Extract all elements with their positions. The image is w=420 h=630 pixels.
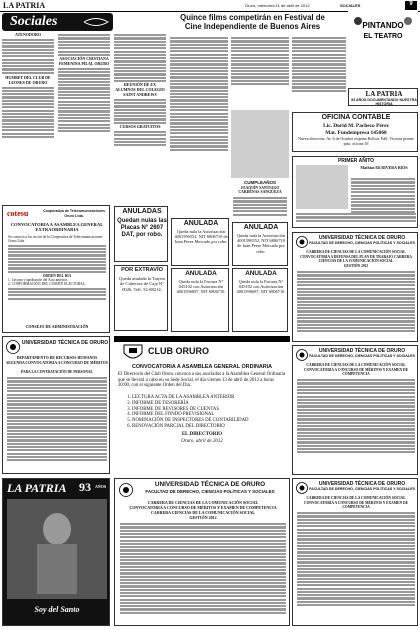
uto-left-dept: DEPARTAMENTO DE RECURSOS HUMANOS	[16, 356, 98, 360]
la-patria-93-brand: LA PATRIA	[365, 90, 403, 98]
page-number: 9	[405, 1, 417, 10]
cotesu-item-2: 2. CONFORMACIÓN DEL COMITÉ ELECTORAL.	[8, 282, 86, 287]
uto-mid-heading: CONVOCATORIA A DEFENSA DEL PLAN DE TRABAJO CARRERA CIENCIAS DE LA COMUNICACIÓN SOCIAL	[300, 255, 412, 264]
anuladas-placas	[114, 206, 168, 262]
club-oruro-notice	[114, 364, 290, 474]
ad-number: 93	[79, 480, 91, 494]
ad-photo	[7, 499, 107, 599]
la-patria-93-banner	[348, 88, 418, 106]
cotesu-title-1: Cooperativa de Telecomunicaciones	[42, 209, 106, 213]
university-seal-icon	[296, 236, 308, 248]
header-date: Oruro, miércoles 11 de abril de 2012	[245, 3, 310, 8]
baby-photo	[296, 165, 348, 209]
pintando-teatro-logo	[348, 11, 418, 49]
agenda-item: 2. INFORME DE TESORERÍA	[132, 401, 290, 407]
club-signature: EL DIRECTORIO	[181, 432, 223, 437]
heading-asociacion: ASOCIACIÓN CRISTIANA FEMENINA PILAL ORURO	[58, 56, 110, 66]
cotesu-heading: CONVOCATORIA A ASAMBLEA GENERAL EXTRAORDINARIA	[10, 222, 104, 233]
header-section: SOCIALES	[340, 3, 361, 8]
uto-rrhh-notice	[2, 336, 110, 474]
uto-br-body	[297, 511, 415, 607]
factura-title: ANULADA	[185, 270, 217, 277]
uto-mid-year: GESTIÓN 2012	[343, 264, 369, 268]
la-patria-93-line: 93 AÑOS DOCUMENTANDO NUESTRA HISTORIA	[351, 98, 417, 106]
club-oruro-name: CLUB ORURO	[148, 346, 209, 356]
cotesu-footer: CONSEJO DE ADMINISTRACIÓN	[25, 324, 89, 329]
anulada-2-text: Queda nula la Autorización 4001596552, NIT 6806710 de Juan Perez Mercado por robo.	[236, 233, 286, 254]
headline-line-2: Cine Independiente de Buenos Aires	[184, 22, 321, 31]
agenda-item: 3. INFORME DE REVISORES DE CUENTAS	[132, 407, 290, 413]
saint-figure-icon	[7, 499, 107, 599]
agenda-item: 5. NOMINACIÓN DE INSPECTORES DE CONTABILIDAD	[132, 418, 290, 424]
cotesu-line-1: Se convoca a los socios de la Cooperativa de Telecomunicaciones Oruro Ltda.	[8, 235, 103, 244]
cotesu-logo: cotesu	[7, 209, 29, 218]
column-4-text	[170, 36, 228, 216]
anulada-text: Queda nula la Autorización 4001596552, NIT 6806710 de Juan Perez Mercado por robo.	[174, 229, 228, 245]
column-1-text	[2, 33, 54, 203]
primer-anito-name: Mathías Elí RIVERA RIOS	[360, 165, 408, 170]
university-seal-icon	[119, 483, 133, 497]
la-patria-93-ad	[2, 478, 110, 626]
factura-2-title: ANULADA	[245, 270, 277, 277]
column-6-text	[292, 36, 346, 116]
uto-left-heading: SEGUNDA CONVOCATORIA A CONCURSO DE MÉRITOS	[6, 361, 108, 365]
cotesu-orden: ORDEN DEL DIA	[42, 274, 72, 279]
agenda-item: 6. RENOVACIÓN PARCIAL DEL DIRECTORIO	[132, 424, 290, 430]
uto-br-career: CARRERA DE CIENCIAS DE LA COMUNICACIÓN SOCIAL	[306, 496, 406, 500]
theatre-mask-icon	[348, 11, 418, 49]
uto-bottom-body	[120, 522, 286, 615]
heading-cursos: CURSOS GRATUITOS	[119, 124, 161, 130]
primer-anito-box	[292, 156, 418, 228]
anulada-2-title: ANULADA	[243, 224, 279, 231]
column-2-text	[58, 33, 110, 203]
oficina-contable-ad	[292, 112, 418, 152]
factura-text: Queda nula la Factura N° 045102 con Autorización 4001596697, NIT 6806710.	[176, 279, 226, 295]
uto-bottom-faculty: FACULTAD DE DERECHO, CIENCIAS POLÍTICAS Y SOCIALES	[145, 489, 275, 494]
club-agenda	[122, 395, 290, 430]
uto-bottom-career: CARRERA DE CIENCIAS DE LA COMUNICACIÓN SOCIAL	[147, 500, 259, 505]
heading-humbet: HUMBET DEL CLUB DE LEONES DE ORURO	[5, 74, 51, 85]
uto-left-name: UNIVERSIDAD TÉCNICA DE ORURO	[21, 340, 109, 346]
uto-br-heading: CONVOCATORIA A CONCURSO DE MÉRITOS Y EXAMEN DE COMPETENCIA	[304, 501, 408, 510]
anuladas-title: ANULADAS	[122, 208, 162, 215]
club-shield-icon	[122, 343, 144, 363]
uto-bottom-year: GESTIÓN 2012	[189, 515, 217, 520]
club-intro: El Directorio del Club Oruro convoca a sus asociados a la Asamblea General Ordinaria que se llevará a cabo en su Sede Social, el día viernes 13 de abril de 2012 a horas 20:00, con el siguiente Orden del Día:	[118, 372, 286, 389]
cumpleanos-name: JOAQUÍN SANTIAGO CARDENAS SANGÜEZA	[238, 186, 282, 195]
cumpleanos-box	[231, 110, 289, 220]
agenda-item: 4. INFORME DEL FONDO PREVISIONAL	[132, 412, 290, 418]
svg-text:PINTANDO: PINTANDO	[362, 21, 404, 30]
uto-rl-body	[297, 378, 415, 455]
uto-br-name: UNIVERSIDAD TÉCNICA DE ORURO	[318, 481, 406, 487]
primer-anito-title: PRIMER AÑITO	[337, 158, 375, 164]
anulada-title: ANULADA	[183, 220, 219, 227]
primer-anito-caption	[296, 212, 416, 223]
sociales-title: Sociales	[10, 14, 58, 29]
uto-bottom-name: UNIVERSIDAD TÉCNICA DE ORURO	[154, 481, 266, 488]
uto-defensa-plan-notice	[292, 232, 418, 342]
agenda-item: 1. LECTURA ACTA DE LA ASAMBLEA ANTERIOR	[132, 395, 290, 401]
uto-rl-faculty: FACULTAD DE DERECHO, CIENCIAS POLÍTICAS Y SOCIALES	[309, 354, 415, 358]
headline-line-1: Quince films competirán en Festival de	[180, 13, 325, 22]
column-3-text	[114, 33, 166, 203]
uto-rl-heading: CONVOCATORIA A CONCURSO DE MÉRITOS Y EXAMEN DE COMPETENCIA	[304, 368, 408, 377]
factura-2-text: Queda nula la Factura N° 045102 con Autorización 4001596697, NIT 6806710.	[236, 279, 286, 295]
uto-right-lower-notice	[292, 345, 418, 475]
university-seal-icon	[6, 340, 20, 354]
anulada-autorizacion-2	[232, 222, 288, 266]
university-seal-icon	[296, 349, 308, 361]
anulada-autorizacion	[171, 218, 229, 266]
uto-bottom-heading: CONVOCATORIA A CONCURSO DE MÉRITOS Y EXAMEN DE COMPETENCIA	[129, 505, 277, 510]
club-oruro-rule	[114, 336, 290, 342]
heading-reunion: REUNIÓN DE EX ALUMNOS DEL COLEGIO SAINT ANDREWS	[115, 82, 165, 97]
uto-bottom-sub: CARRERA CIENCIAS DE LA COMUNICACIÓN SOCIAL	[151, 510, 255, 515]
flourish-icon	[82, 15, 110, 29]
uto-mid-name: UNIVERSIDAD TÉCNICA DE ORURO	[318, 235, 406, 241]
ad-years: AÑOS	[95, 484, 107, 489]
column-5-text	[231, 36, 289, 106]
club-date: Oruro, abril de 2012	[181, 439, 223, 444]
anuladas-text: Quedan nulas las Placas N° 2607 DAT, por robo.	[117, 218, 167, 238]
club-heading: CONVOCATORIA A ASAMBLEA GENERAL ORDINARIA	[131, 364, 273, 370]
extravio-title: POR EXTRAVÍO	[121, 267, 163, 273]
cotesu-body	[8, 235, 106, 301]
uto-mid-faculty: FACULTAD DE DERECHO, CIENCIAS POLÍTICAS Y SOCIALES	[309, 241, 415, 245]
uto-left-body	[7, 376, 107, 462]
anulada-factura	[171, 268, 229, 332]
uto-bottom-right-notice	[292, 478, 418, 626]
por-extravio-notice	[114, 265, 168, 331]
main-headline	[170, 13, 335, 31]
sociales-banner	[2, 13, 113, 31]
extravio-text: Queda anulada la Tarjeta de Cabecera de Caja N° 0026, Telf. 52-88214.	[119, 276, 165, 292]
newspaper-name: LA PATRIA	[3, 1, 46, 10]
uto-concurso-notice	[114, 478, 290, 626]
cumpleanos-text	[233, 196, 287, 217]
svg-text:EL TEATRO: EL TEATRO	[363, 33, 403, 40]
cumpleanos-title: CUMPLEAÑOS	[243, 180, 276, 185]
heading-atenodoro: ATENODORO	[15, 33, 41, 37]
uto-rl-name: UNIVERSIDAD TÉCNICA DE ORURO	[318, 348, 406, 354]
cotesu-notice	[2, 205, 110, 333]
uto-mid-career: CARRERA DE CIENCIAS DE LA COMUNICACIÓN SOCIAL	[306, 250, 406, 254]
cotesu-item-1: 1. Lectura y aprobación del Acta anterior.	[8, 278, 68, 283]
uto-br-faculty: FACULTAD DE DERECHO, CIENCIAS POLÍTICAS Y SOCIALES	[309, 487, 415, 491]
ad-slogan: Soy del Santo	[34, 605, 80, 614]
university-seal-icon	[296, 482, 308, 494]
oficina-address: Nueva dirección: Av. 6 de Octubre esquina Bolívar Edif. Victoria primer piso, oficina 16	[298, 136, 414, 146]
oficina-title: OFICINA CONTABLE	[321, 114, 391, 121]
uto-rl-career: CARRERA DE CIENCIAS DE LA COMUNICACIÓN SOCIAL	[306, 363, 406, 367]
cotesu-title-2: Oruro Ltda.	[64, 214, 84, 218]
uto-left-sub: PARA LA CONTRATACIÓN DE PERSONAL	[21, 370, 93, 374]
anulada-factura-2	[232, 268, 288, 332]
ad-brand: LA PATRIA	[7, 481, 67, 495]
oficina-mat: Mat. Fundempresa 145068	[325, 130, 387, 136]
oficina-name: Lic. Dorid M. Pacheco Pérez	[323, 123, 389, 129]
primer-anito-text	[351, 177, 415, 214]
uto-mid-body	[297, 270, 415, 333]
